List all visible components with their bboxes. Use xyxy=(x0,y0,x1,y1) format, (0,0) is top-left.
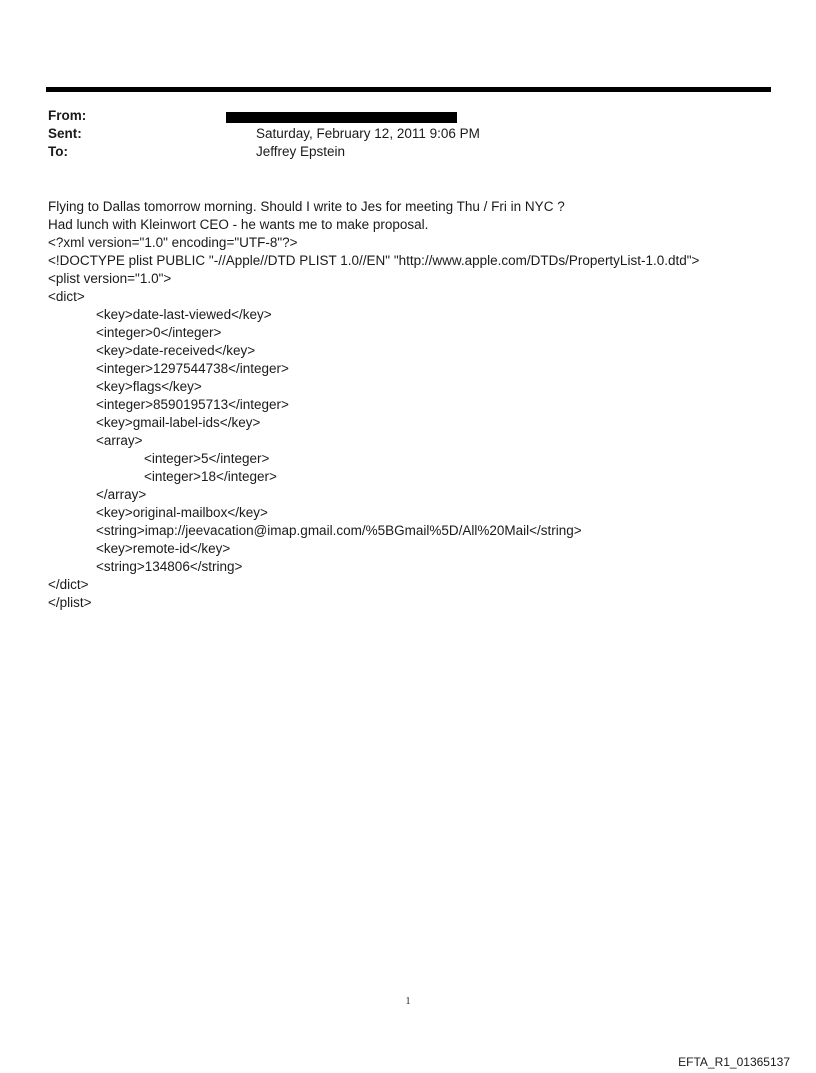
body-line: Flying to Dallas tomorrow morning. Should I write to Jes for meeting Thu / Fri in NYC ? xyxy=(48,199,565,214)
body-line: <!DOCTYPE plist PUBLIC "-//Apple//DTD PLIST 1.0//EN" "http://www.apple.com/DTDs/PropertyList-1.0.dtd"> xyxy=(48,253,700,268)
body-line: <integer>0</integer> xyxy=(96,325,222,340)
body-line: Had lunch with Kleinwort CEO - he wants me to make proposal. xyxy=(48,217,429,232)
body-line: <string>imap://jeevacation@imap.gmail.com/%5BGmail%5D/All%20Mail</string> xyxy=(96,523,582,538)
to-label: To: xyxy=(48,144,68,159)
body-line: <integer>1297544738</integer> xyxy=(96,361,289,376)
body-line: <key>flags</key> xyxy=(96,379,202,394)
redaction-bar xyxy=(226,112,457,123)
body-line: </plist> xyxy=(48,595,92,610)
from-label: From: xyxy=(48,108,87,123)
email-body xyxy=(48,198,699,612)
body-line: <key>original-mailbox</key> xyxy=(96,505,268,520)
body-line: <integer>5</integer> xyxy=(144,451,270,466)
body-line: <key>date-received</key> xyxy=(96,343,256,358)
sent-value: Saturday, February 12, 2011 9:06 PM xyxy=(256,126,480,141)
header-rule xyxy=(46,87,771,92)
body-line: <plist version="1.0"> xyxy=(48,271,172,286)
page-number: 1 xyxy=(405,996,411,1007)
body-line: </array> xyxy=(96,487,147,502)
body-line: </dict> xyxy=(48,577,89,592)
sent-row xyxy=(48,125,480,143)
body-line: <array> xyxy=(96,433,143,448)
body-line: <string>134806</string> xyxy=(96,559,243,574)
body-line: <key>gmail-label-ids</key> xyxy=(96,415,261,430)
bates-number: EFTA_R1_01365137 xyxy=(678,1055,790,1069)
body-line: <integer>8590195713</integer> xyxy=(96,397,289,412)
body-line: <?xml version="1.0" encoding="UTF-8"?> xyxy=(48,235,298,250)
to-row xyxy=(48,143,480,161)
body-line: <key>remote-id</key> xyxy=(96,541,231,556)
body-line: <integer>18</integer> xyxy=(144,469,277,484)
sent-label: Sent: xyxy=(48,126,82,141)
body-line: <dict> xyxy=(48,289,85,304)
body-line: <key>date-last-viewed</key> xyxy=(96,307,272,322)
to-value: Jeffrey Epstein xyxy=(256,144,346,159)
